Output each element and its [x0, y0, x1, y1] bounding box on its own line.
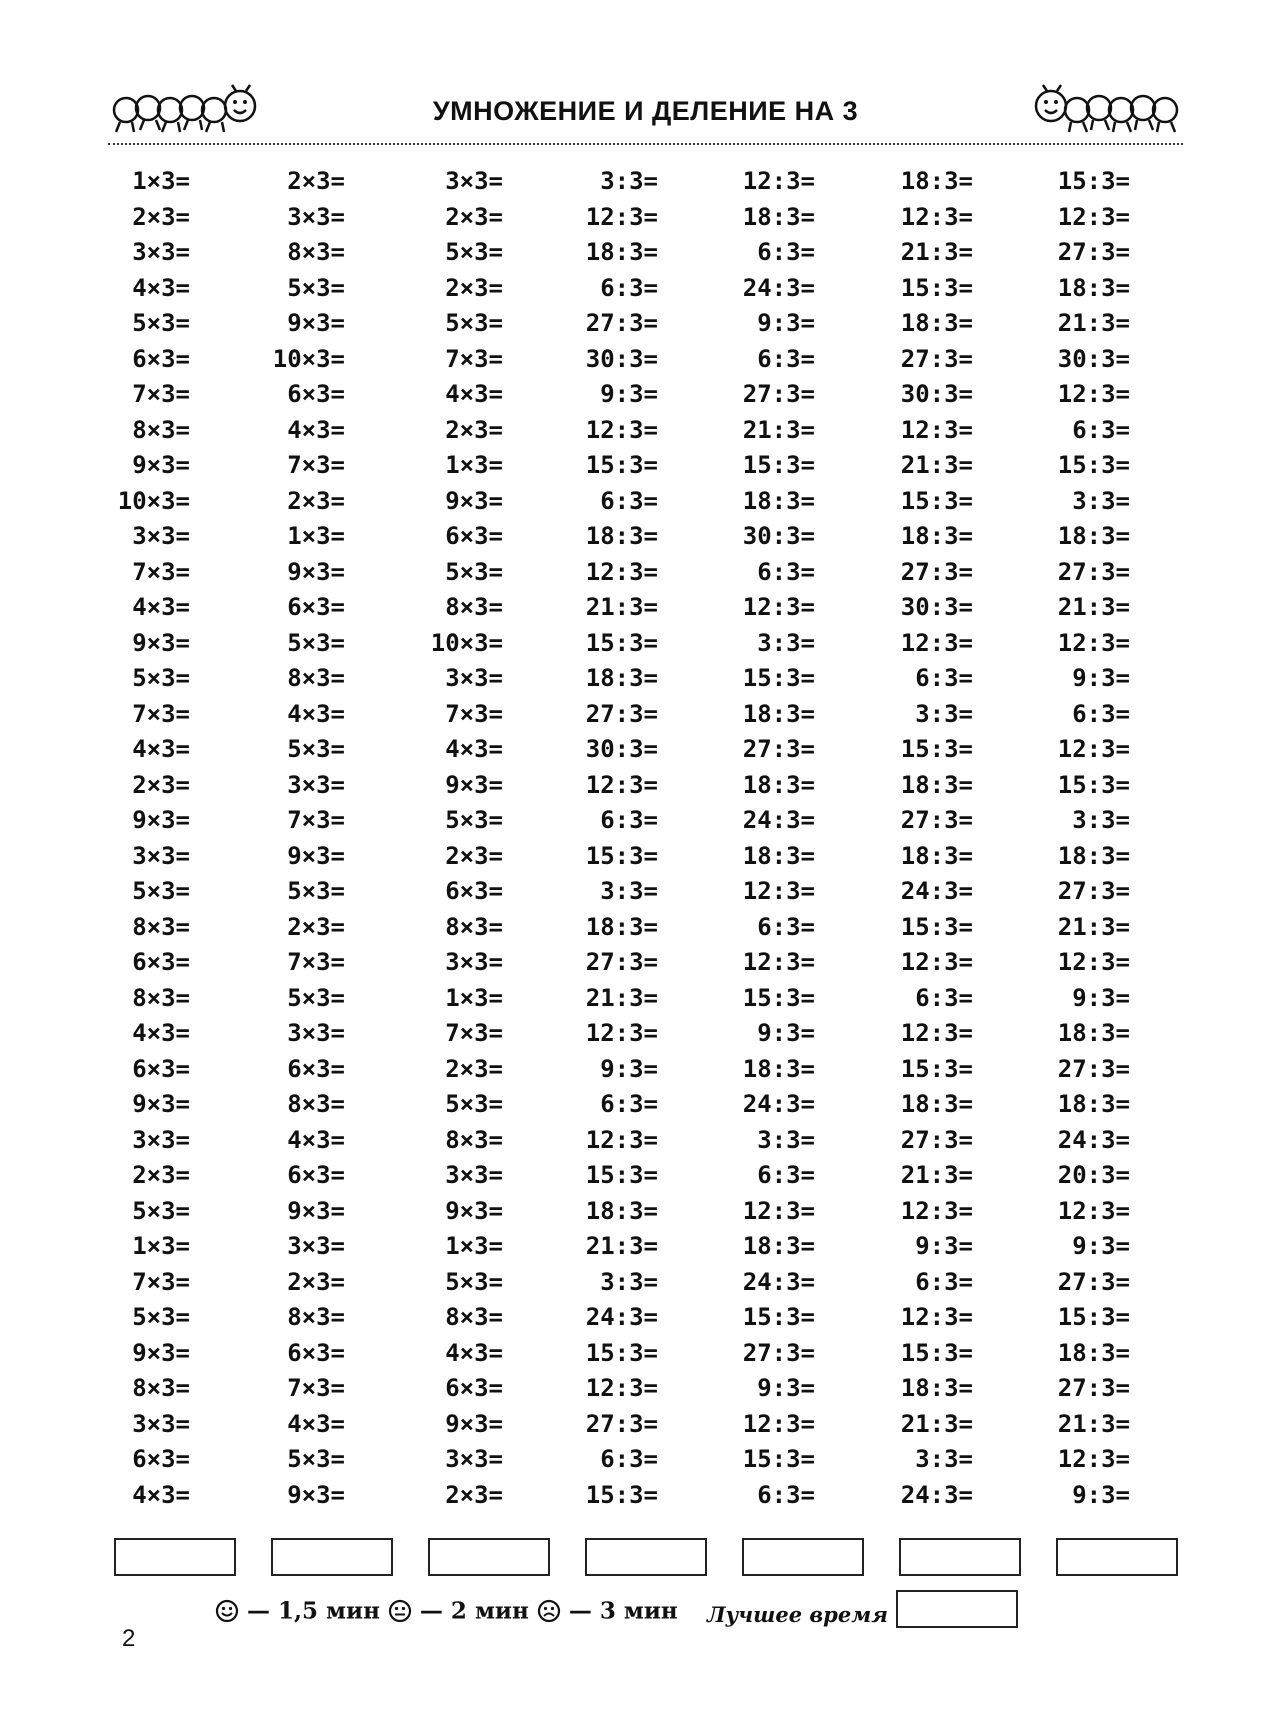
exercise-item: 6:3= — [915, 1267, 973, 1296]
exercise-item: 18:3= — [742, 1054, 815, 1083]
exercise-item: 21:3= — [1057, 593, 1130, 621]
time-box-5[interactable] — [742, 1538, 864, 1576]
exercise-item: 18:3= — [900, 309, 973, 337]
exercise-item: 27:3= — [900, 1125, 973, 1154]
exercise-item: 27:3= — [1057, 1054, 1130, 1083]
best-time-box[interactable] — [896, 1590, 1018, 1628]
legend-time-1: — 1,5 мин — [239, 1597, 388, 1625]
exercise-item: 21:3= — [742, 415, 815, 444]
exercise-item: 9×3= — [287, 309, 345, 337]
exercise-item: 3×3= — [132, 522, 190, 550]
exercise-item: 12:3= — [742, 593, 815, 621]
exercise-item: 9:3= — [757, 309, 815, 337]
exercise-item: 24:3= — [900, 1480, 973, 1509]
exercise-column-6 — [833, 164, 973, 1513]
sad-face-icon — [537, 1599, 561, 1623]
exercise-item: 12:3= — [1057, 735, 1130, 763]
exercise-column-7 — [990, 164, 1130, 1513]
exercise-item: 4×3= — [445, 1338, 503, 1367]
exercise-item: 2×3= — [445, 841, 503, 870]
exercise-item: 9×3= — [445, 1196, 503, 1225]
exercise-item: 2×3= — [445, 1480, 503, 1509]
exercise-item: 21:3= — [1057, 1409, 1130, 1438]
exercise-item: 18:3= — [742, 1232, 815, 1260]
exercise-item: 2×3= — [132, 1161, 190, 1189]
exercise-item: 4×3= — [132, 1019, 190, 1047]
exercise-item: 1×3= — [287, 522, 345, 550]
exercise-item: 12:3= — [900, 415, 973, 444]
exercise-item: 6:3= — [757, 912, 815, 941]
exercise-item: 6×3= — [132, 948, 190, 976]
exercise-item: 30:3= — [900, 593, 973, 621]
exercise-item: 18:3= — [1057, 1338, 1130, 1367]
exercise-item: 15:3= — [742, 1445, 815, 1473]
exercise-item: 12:3= — [585, 1374, 658, 1402]
exercise-item: 2×3= — [132, 770, 190, 799]
page-title: УМНОЖЕНИЕ И ДЕЛЕНИЕ НА 3 — [432, 96, 859, 126]
exercise-item: 3×3= — [132, 841, 190, 870]
exercise-item: 5×3= — [445, 557, 503, 586]
exercise-item: 12:3= — [1057, 1445, 1130, 1473]
exercise-item: 6:3= — [1072, 415, 1130, 444]
exercise-item: 8×3= — [132, 415, 190, 444]
exercise-item: 1×3= — [132, 167, 190, 195]
exercise-item: 6:3= — [757, 344, 815, 373]
exercise-item: 7×3= — [287, 948, 345, 976]
exercise-item: 24:3= — [742, 806, 815, 834]
exercise-item: 12:3= — [1057, 380, 1130, 408]
exercise-item: 15:3= — [742, 451, 815, 479]
exercise-column-3 — [363, 164, 503, 1513]
exercise-item: 18:3= — [900, 841, 973, 870]
exercise-item: 18:3= — [742, 841, 815, 870]
time-box-6[interactable] — [899, 1538, 1021, 1576]
exercise-item: 6:3= — [757, 1480, 815, 1509]
exercise-item: 10×3= — [272, 344, 345, 373]
exercise-item: 9×3= — [445, 770, 503, 799]
exercise-item: 21:3= — [900, 1409, 973, 1438]
exercise-item: 18:3= — [585, 912, 658, 941]
exercise-item: 6:3= — [600, 1090, 658, 1118]
exercise-item: 9×3= — [445, 486, 503, 515]
exercise-item: 12:3= — [1057, 948, 1130, 976]
exercise-item: 4×3= — [132, 273, 190, 302]
exercise-item: 3×3= — [287, 202, 345, 231]
exercise-item: 2×3= — [445, 202, 503, 231]
exercise-item: 6:3= — [915, 983, 973, 1012]
exercise-item: 4×3= — [287, 1125, 345, 1154]
exercise-item: 15:3= — [742, 664, 815, 692]
exercise-item: 6:3= — [600, 273, 658, 302]
exercise-item: 24:3= — [1057, 1125, 1130, 1154]
exercise-column-1 — [50, 164, 190, 1513]
exercise-item: 18:3= — [742, 202, 815, 231]
exercise-item: 18:3= — [742, 770, 815, 799]
exercise-item: 12:3= — [1057, 202, 1130, 231]
exercise-item: 15:3= — [900, 912, 973, 941]
exercise-item: 4×3= — [132, 735, 190, 763]
exercise-item: 6×3= — [287, 380, 345, 408]
exercise-item: 15:3= — [1057, 451, 1130, 479]
exercise-item: 15:3= — [900, 1054, 973, 1083]
exercise-item: 6:3= — [757, 1161, 815, 1189]
exercise-item: 4×3= — [287, 699, 345, 728]
exercise-item: 4×3= — [132, 593, 190, 621]
exercise-item: 3:3= — [600, 1267, 658, 1296]
exercise-item: 7×3= — [445, 699, 503, 728]
exercise-item: 27:3= — [742, 380, 815, 408]
exercise-item: 2×3= — [287, 912, 345, 941]
exercise-item: 9:3= — [1072, 1480, 1130, 1509]
exercise-item: 3×3= — [287, 1232, 345, 1260]
exercise-item: 24:3= — [900, 877, 973, 905]
exercise-item: 18:3= — [900, 167, 973, 195]
exercise-item: 12:3= — [1057, 1196, 1130, 1225]
exercise-item: 3×3= — [445, 948, 503, 976]
exercise-item: 18:3= — [742, 699, 815, 728]
exercise-item: 15:3= — [585, 1338, 658, 1367]
exercise-item: 3×3= — [132, 238, 190, 266]
exercise-item: 27:3= — [1057, 877, 1130, 905]
exercise-item: 12:3= — [585, 1019, 658, 1047]
exercise-item: 21:3= — [1057, 309, 1130, 337]
exercise-item: 15:3= — [585, 1480, 658, 1509]
exercise-item: 5×3= — [287, 1445, 345, 1473]
page-header — [108, 80, 1183, 150]
exercise-item: 27:3= — [900, 806, 973, 834]
exercise-item: 10×3= — [117, 486, 190, 515]
exercise-item: 7×3= — [132, 380, 190, 408]
exercise-item: 15:3= — [1057, 167, 1130, 195]
exercise-item: 9:3= — [757, 1374, 815, 1402]
time-legend — [215, 1596, 1015, 1636]
exercise-item: 12:3= — [900, 1196, 973, 1225]
exercise-item: 15:3= — [742, 983, 815, 1012]
exercise-item: 6:3= — [600, 806, 658, 834]
exercise-item: 8×3= — [132, 1374, 190, 1402]
exercise-item: 30:3= — [585, 735, 658, 763]
exercise-item: 9×3= — [287, 557, 345, 586]
exercise-item: 9:3= — [600, 380, 658, 408]
exercise-item: 15:3= — [585, 628, 658, 657]
legend-time-3: — 3 мин — [560, 1597, 678, 1625]
time-box-4[interactable] — [585, 1538, 707, 1576]
exercise-item: 2×3= — [287, 1267, 345, 1296]
exercise-item: 15:3= — [742, 1303, 815, 1331]
exercise-item: 1×3= — [445, 1232, 503, 1260]
exercise-item: 27:3= — [900, 344, 973, 373]
exercise-item: 9×3= — [132, 1338, 190, 1367]
exercise-item: 21:3= — [900, 1161, 973, 1189]
exercise-item: 15:3= — [900, 1338, 973, 1367]
exercise-item: 9×3= — [287, 841, 345, 870]
exercise-item: 7×3= — [132, 1267, 190, 1296]
exercise-item: 12:3= — [585, 557, 658, 586]
exercise-item: 24:3= — [742, 1267, 815, 1296]
exercise-item: 3×3= — [132, 1125, 190, 1154]
time-box-7[interactable] — [1056, 1538, 1178, 1576]
exercise-item: 5×3= — [132, 309, 190, 337]
exercise-item: 12:3= — [742, 877, 815, 905]
time-box-3[interactable] — [428, 1538, 550, 1576]
exercise-item: 6:3= — [600, 486, 658, 515]
exercise-item: 5×3= — [287, 735, 345, 763]
exercise-item: 18:3= — [900, 1090, 973, 1118]
exercise-item: 9:3= — [1072, 1232, 1130, 1260]
exercise-item: 5×3= — [287, 983, 345, 1012]
exercise-item: 4×3= — [287, 1409, 345, 1438]
exercise-item: 3:3= — [757, 628, 815, 657]
exercise-item: 7×3= — [445, 344, 503, 373]
exercise-item: 27:3= — [900, 557, 973, 586]
exercise-item: 12:3= — [900, 202, 973, 231]
exercise-item: 12:3= — [900, 948, 973, 976]
exercise-item: 3:3= — [757, 1125, 815, 1154]
exercise-item: 9×3= — [287, 1196, 345, 1225]
header-divider — [108, 143, 1183, 145]
exercise-item: 6×3= — [287, 1054, 345, 1083]
exercise-item: 15:3= — [1057, 1303, 1130, 1331]
exercise-item: 27:3= — [1057, 1267, 1130, 1296]
exercise-item: 8×3= — [445, 912, 503, 941]
exercise-item: 2×3= — [287, 167, 345, 195]
exercise-item: 3:3= — [1072, 486, 1130, 515]
exercise-item: 18:3= — [585, 1196, 658, 1225]
exercise-item: 9:3= — [915, 1232, 973, 1260]
exercise-item: 3×3= — [132, 1409, 190, 1438]
exercise-item: 18:3= — [585, 664, 658, 692]
exercise-item: 2×3= — [287, 486, 345, 515]
exercise-item: 4×3= — [287, 415, 345, 444]
exercise-item: 6:3= — [1072, 699, 1130, 728]
exercise-item: 9×3= — [132, 628, 190, 657]
exercise-item: 7×3= — [132, 557, 190, 586]
exercise-item: 24:3= — [742, 1090, 815, 1118]
exercise-item: 2×3= — [445, 1054, 503, 1083]
exercise-item: 6×3= — [445, 877, 503, 905]
exercise-item: 5×3= — [132, 664, 190, 692]
exercise-item: 21:3= — [900, 451, 973, 479]
exercise-item: 9:3= — [1072, 664, 1130, 692]
exercise-item: 3×3= — [445, 1445, 503, 1473]
exercise-item: 6×3= — [445, 1374, 503, 1402]
exercise-item: 6:3= — [915, 664, 973, 692]
exercise-item: 18:3= — [1057, 1019, 1130, 1047]
exercise-item: 12:3= — [585, 1125, 658, 1154]
page-number: 2 — [122, 1625, 136, 1652]
exercise-item: 27:3= — [742, 735, 815, 763]
exercise-item: 2×3= — [445, 273, 503, 302]
exercise-item: 21:3= — [900, 238, 973, 266]
exercise-item: 6×3= — [287, 1338, 345, 1367]
exercise-item: 5×3= — [132, 877, 190, 905]
exercise-item: 9×3= — [445, 1409, 503, 1438]
exercise-item: 15:3= — [900, 486, 973, 515]
exercise-item: 12:3= — [742, 948, 815, 976]
exercise-item: 5×3= — [445, 238, 503, 266]
exercise-item: 24:3= — [585, 1303, 658, 1331]
exercise-item: 18:3= — [585, 238, 658, 266]
exercise-item: 9:3= — [757, 1019, 815, 1047]
neutral-face-icon — [388, 1599, 412, 1623]
exercise-item: 4×3= — [132, 1480, 190, 1509]
exercise-item: 3×3= — [445, 1161, 503, 1189]
exercise-item: 9:3= — [1072, 983, 1130, 1012]
exercise-item: 18:3= — [1057, 841, 1130, 870]
exercise-item: 3:3= — [915, 699, 973, 728]
exercise-item: 30:3= — [1057, 344, 1130, 373]
exercise-item: 5×3= — [445, 1267, 503, 1296]
exercise-item: 8×3= — [445, 1125, 503, 1154]
exercise-item: 6×3= — [445, 522, 503, 550]
exercise-item: 7×3= — [445, 1019, 503, 1047]
exercise-item: 15:3= — [585, 451, 658, 479]
exercise-item: 6:3= — [757, 557, 815, 586]
exercise-item: 7×3= — [287, 1374, 345, 1402]
exercise-item: 18:3= — [900, 1374, 973, 1402]
exercise-item: 27:3= — [1057, 557, 1130, 586]
exercise-item: 30:3= — [900, 380, 973, 408]
exercise-item: 21:3= — [1057, 912, 1130, 941]
exercise-item: 27:3= — [742, 1338, 815, 1367]
exercise-item: 6:3= — [600, 1445, 658, 1473]
exercise-item: 27:3= — [585, 1409, 658, 1438]
exercise-item: 3:3= — [915, 1445, 973, 1473]
exercise-item: 15:3= — [585, 841, 658, 870]
exercise-item: 8×3= — [287, 664, 345, 692]
exercise-item: 4×3= — [445, 735, 503, 763]
exercise-item: 4×3= — [445, 380, 503, 408]
exercise-item: 12:3= — [742, 167, 815, 195]
answer-boxes-row — [0, 1538, 1269, 1574]
exercise-item: 15:3= — [900, 735, 973, 763]
exercise-column-5 — [675, 164, 815, 1513]
exercise-item: 24:3= — [742, 273, 815, 302]
exercise-item: 12:3= — [585, 415, 658, 444]
exercise-item: 3:3= — [600, 167, 658, 195]
exercise-item: 12:3= — [900, 628, 973, 657]
happy-face-icon — [215, 1599, 239, 1623]
exercise-item: 9×3= — [132, 1090, 190, 1118]
legend-time-2: — 2 мин — [411, 1597, 537, 1625]
exercise-item: 18:3= — [900, 770, 973, 799]
exercise-item: 12:3= — [742, 1196, 815, 1225]
exercise-item: 5×3= — [132, 1196, 190, 1225]
exercise-item: 6×3= — [132, 1054, 190, 1083]
exercise-item: 12:3= — [585, 202, 658, 231]
exercise-item: 2×3= — [445, 415, 503, 444]
exercise-item: 5×3= — [445, 1090, 503, 1118]
exercise-item: 5×3= — [287, 273, 345, 302]
exercise-item: 27:3= — [1057, 238, 1130, 266]
exercise-item: 21:3= — [585, 1232, 658, 1260]
exercise-item: 12:3= — [742, 1409, 815, 1438]
exercise-item: 27:3= — [585, 948, 658, 976]
exercise-item: 12:3= — [585, 770, 658, 799]
exercise-item: 6×3= — [287, 593, 345, 621]
exercise-item: 1×3= — [445, 451, 503, 479]
exercise-item: 15:3= — [585, 1161, 658, 1189]
exercise-item: 1×3= — [132, 1232, 190, 1260]
exercise-item: 8×3= — [132, 912, 190, 941]
exercise-item: 18:3= — [1057, 273, 1130, 302]
exercise-item: 21:3= — [585, 983, 658, 1012]
exercise-item: 6:3= — [757, 238, 815, 266]
exercise-item: 6×3= — [132, 1445, 190, 1473]
exercise-item: 7×3= — [287, 806, 345, 834]
exercise-item: 3:3= — [600, 877, 658, 905]
exercise-item: 7×3= — [132, 699, 190, 728]
exercise-item: 2×3= — [132, 202, 190, 231]
exercise-item: 15:3= — [1057, 770, 1130, 799]
best-time-label: Лучшее время — [707, 1602, 888, 1627]
exercise-item: 8×3= — [287, 238, 345, 266]
exercise-item: 5×3= — [287, 628, 345, 657]
exercise-item: 18:3= — [742, 486, 815, 515]
time-box-1[interactable] — [114, 1538, 236, 1576]
exercise-item: 20:3= — [1057, 1161, 1130, 1189]
exercise-item: 12:3= — [900, 1303, 973, 1331]
exercise-item: 3×3= — [287, 1019, 345, 1047]
exercise-item: 7×3= — [287, 451, 345, 479]
exercise-grid — [95, 164, 1195, 1509]
exercise-item: 3×3= — [287, 770, 345, 799]
exercise-item: 8×3= — [445, 1303, 503, 1331]
exercise-item: 8×3= — [132, 983, 190, 1012]
exercise-item: 9:3= — [600, 1054, 658, 1083]
exercise-item: 15:3= — [900, 273, 973, 302]
exercise-item: 18:3= — [1057, 1090, 1130, 1118]
exercise-item: 5×3= — [445, 309, 503, 337]
exercise-item: 8×3= — [445, 593, 503, 621]
exercise-column-4 — [518, 164, 658, 1513]
exercise-item: 18:3= — [585, 522, 658, 550]
exercise-item: 5×3= — [445, 806, 503, 834]
exercise-item: 6×3= — [287, 1161, 345, 1189]
exercise-item: 8×3= — [287, 1303, 345, 1331]
exercise-item: 5×3= — [132, 1303, 190, 1331]
exercise-item: 30:3= — [585, 344, 658, 373]
exercise-item: 27:3= — [1057, 1374, 1130, 1402]
exercise-item: 3×3= — [445, 167, 503, 195]
exercise-item: 5×3= — [287, 877, 345, 905]
exercise-item: 18:3= — [900, 522, 973, 550]
exercise-item: 8×3= — [287, 1090, 345, 1118]
exercise-item: 27:3= — [585, 699, 658, 728]
exercise-item: 9×3= — [132, 806, 190, 834]
exercise-item: 18:3= — [1057, 522, 1130, 550]
exercise-item: 12:3= — [900, 1019, 973, 1047]
exercise-item: 6×3= — [132, 344, 190, 373]
exercise-item: 27:3= — [585, 309, 658, 337]
exercise-item: 9×3= — [287, 1480, 345, 1509]
exercise-item: 1×3= — [445, 983, 503, 1012]
exercise-item: 30:3= — [742, 522, 815, 550]
exercise-column-2 — [205, 164, 345, 1513]
exercise-item: 21:3= — [585, 593, 658, 621]
exercise-item: 12:3= — [1057, 628, 1130, 657]
caterpillar-right-icon — [1023, 84, 1183, 140]
exercise-item: 10×3= — [430, 628, 503, 657]
exercise-item: 3×3= — [445, 664, 503, 692]
exercise-item: 3:3= — [1072, 806, 1130, 834]
exercise-item: 9×3= — [132, 451, 190, 479]
time-box-2[interactable] — [271, 1538, 393, 1576]
